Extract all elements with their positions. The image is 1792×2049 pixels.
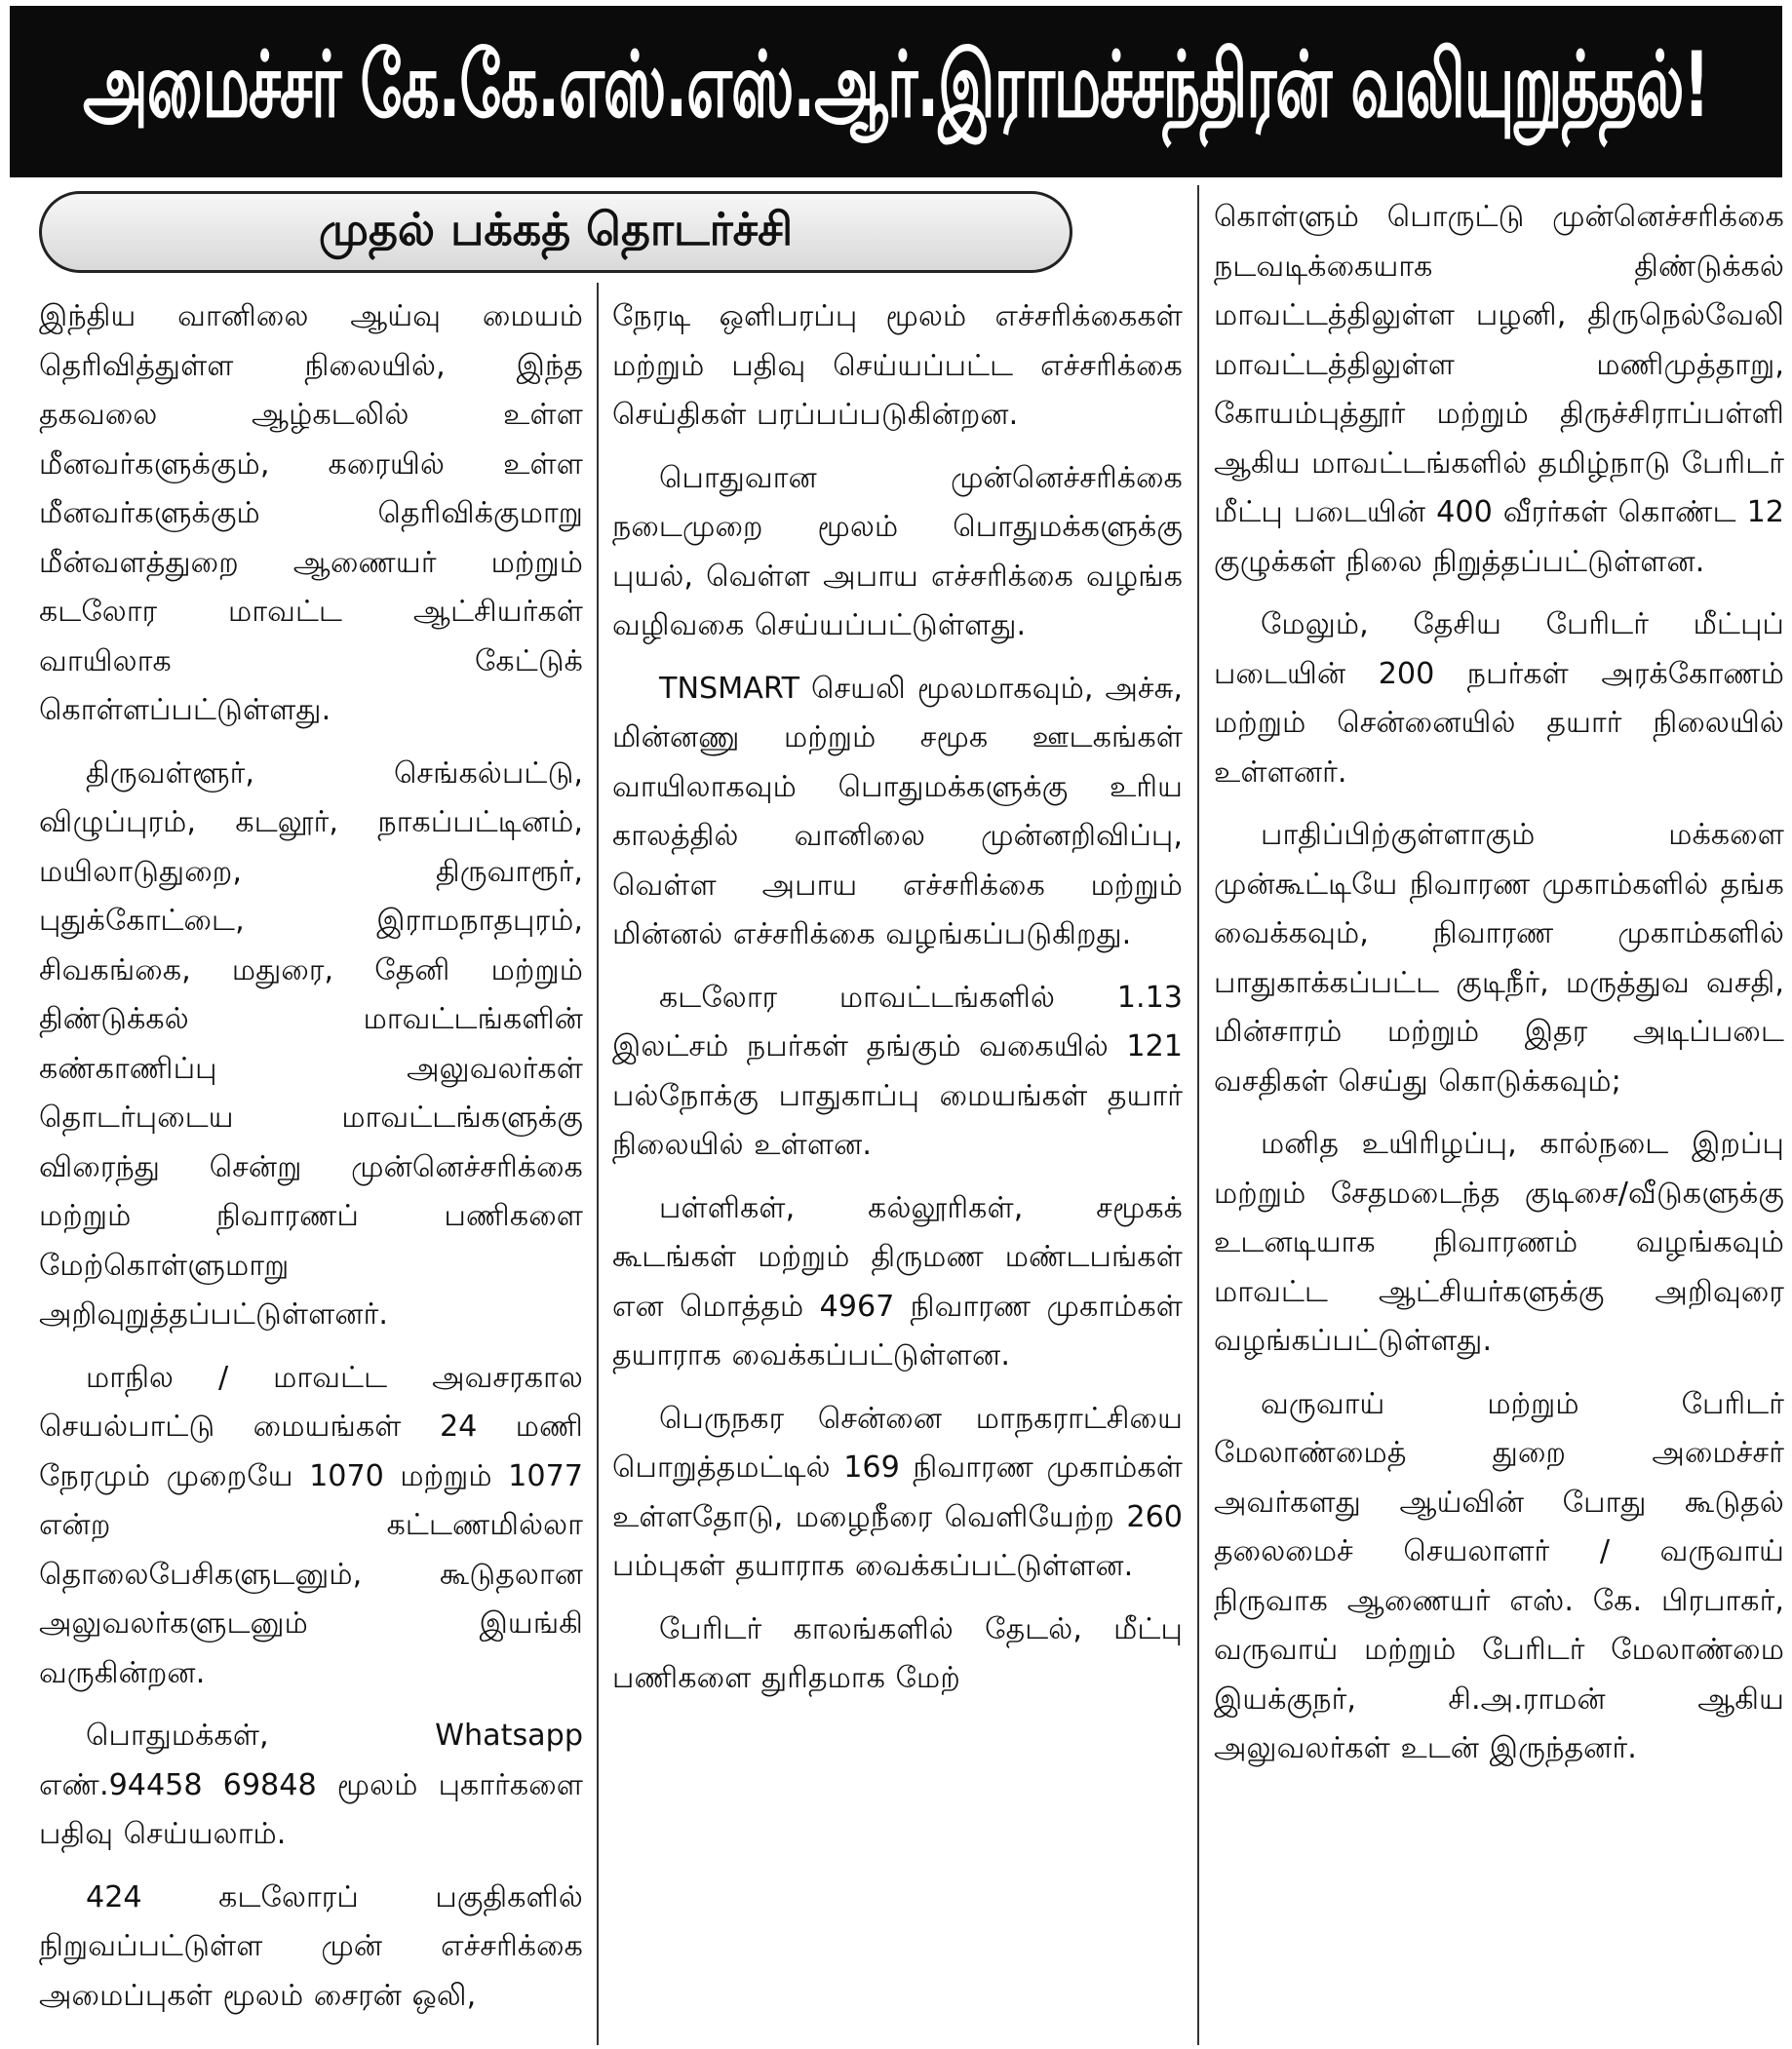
paragraph: பொதுமக்கள், Whatsapp எண்.94458 69848 மூலம் புகார்களை பதிவு செய்யலாம். <box>39 1719 583 1851</box>
paragraph: நேரடி ஒளிபரப்பு மூலம் எச்சரிக்கைகள் மற்றும் பதிவு செய்யப்பட்ட எச்சரிக்கை செய்திகள் பரப்பப்படுகின்றன. <box>612 299 1183 432</box>
paragraph: மாநில / மாவட்ட அவசரகால செயல்பாட்டு மையங்கள் 24 மணி நேரமும் முறையே 1070 மற்றும் 1077 என்ற கட்டணமில்லா தொலைபேசிகளுடனும், கூடுதலான அலுவலர்களுடனும் இயங்கி வருகின்றன. <box>39 1360 583 1690</box>
paragraph: பள்ளிகள், கல்லூரிகள், சமூகக் கூடங்கள் மற்றும் திருமண மண்டபங்கள் என மொத்தம் 4967 நிவாரண முகாம்கள் தயாராக வைக்கப்பட்டுள்ளன. <box>612 1190 1183 1372</box>
headline: அமைச்சர் கே.கே.எஸ்.எஸ்.ஆர்.இராமச்சந்திரன் வலியுறுத்தல்! <box>83 32 1709 139</box>
paragraph: 424 கடலோரப் பகுதிகளில் நிறுவப்பட்டுள்ள முன் எச்சரிக்கை அமைப்புகள் மூலம் சைரன் ஒலி, <box>39 1879 583 2013</box>
paragraph: மனித உயிரிழப்பு, கால்நடை இறப்பு மற்றும் சேதமடைந்த குடிசை/வீடுகளுக்கு உடனடியாக நிவாரணம் வழங்கவும் மாவட்ட ஆட்சியர்களுக்கு அறிவுரை வழங்கப்பட்டுள்ளது. <box>1214 1127 1784 1358</box>
paragraph: மேலும், தேசிய பேரிடர் மீட்புப் படையின் 200 நபர்கள் அரக்கோணம் மற்றும் சென்னையில் தயார் நிலையில் உள்ளனர். <box>1214 607 1784 790</box>
headline-banner <box>10 6 1782 177</box>
continuation-label-box <box>39 191 1072 273</box>
column-divider <box>1197 185 1199 2045</box>
continuation-label: முதல் பக்கத் தொடர்ச்சி <box>318 202 794 255</box>
paragraph: இந்திய வானிலை ஆய்வு மையம் தெரிவித்துள்ள நிலையில், இந்த தகவலை ஆழ்கடலில் உள்ள மீனவர்களுக்கும், கரையில் உள்ள மீனவர்களுக்கும் தெரிவிக்குமாறு மீன்வளத்துறை ஆணையர் மற்றும் கடலோர மாவட்ட ஆட்சியர்கள் வாயிலாக கேட்டுக் கொள்ளப்பட்டுள்ளது. <box>39 299 583 727</box>
paragraph: பேரிடர் காலங்களில் தேடல், மீட்பு பணிகளை துரிதமாக மேற் <box>612 1611 1183 1695</box>
paragraph: பெருநகர சென்னை மாநகராட்சியை பொறுத்தமட்டில் 169 நிவாரண முகாம்கள் உள்ளதோடு, மழைநீரை வெளியேற்ற 260 பம்புகள் தயாராக வைக்கப்பட்டுள்ளன. <box>612 1401 1183 1583</box>
paragraph: பொதுவான முன்னெச்சரிக்கை நடைமுறை மூலம் பொதுமக்களுக்கு புயல், வெள்ள அபாய எச்சரிக்கை வழங்க வழிவகை செய்யப்பட்டுள்ளது. <box>612 460 1183 642</box>
paragraph: பாதிப்பிற்குள்ளாகும் மக்களை முன்கூட்டியே நிவாரண முகாம்களில் தங்க வைக்கவும், நிவாரண முகாம்களில் பாதுகாக்கப்பட்ட குடிநீர், மருத்துவ வசதி, மின்சாரம் மற்றும் இதர அடிப்படை வசதிகள் செய்து கொடுக்கவும்; <box>1214 818 1784 1099</box>
article-column-3 <box>1214 193 1784 1788</box>
paragraph: திருவள்ளூர், செங்கல்பட்டு, விழுப்புரம், கடலூர், நாகப்பட்டினம், மயிலாடுதுறை, திருவாரூர், புதுக்கோட்டை, இராமநாதபுரம், சிவகங்கை, மதுரை, தேனி மற்றும் திண்டுக்கல் மாவட்டங்களின் கண்காணிப்பு அலுவலர்கள் தொடர்புடைய மாவட்டங்களுக்கு விரைந்து சென்று முன்னெச்சரிக்கை மற்றும் நிவாரணப் பணிகளை மேற்கொள்ளுமாறு அறிவுறுத்தப்பட்டுள்ளனர். <box>39 755 583 1332</box>
column-divider <box>597 283 599 2045</box>
article-column-2 <box>612 292 1183 1718</box>
paragraph: வருவாய் மற்றும் பேரிடர் மேலாண்மைத் துறை அமைச்சர் அவர்களது ஆய்வின் போது கூடுதல் தலைமைச் செயலாளர் / வருவாய் நிருவாக ஆணையர் எஸ். கே. பிரபாகர், வருவாய் மற்றும் பேரிடர் மேலாண்மை இயக்குநர், சி.அ.ராமன் ஆகிய அலுவலர்கள் உடன் இருந்தனர். <box>1214 1386 1784 1765</box>
paragraph: கடலோர மாவட்டங்களில் 1.13 இலட்சம் நபர்கள் தங்கும் வகையில் 121 பல்நோக்கு பாதுகாப்பு மையங்கள் தயார் நிலையில் உள்ளன. <box>612 980 1183 1162</box>
paragraph: கொள்ளும் பொருட்டு முன்னெச்சரிக்கை நடவடிக்கையாக திண்டுக்கல் மாவட்டத்திலுள்ள பழனி, திருநெல்வேலி மாவட்டத்திலுள்ள மணிமுத்தாறு, கோயம்புத்தூர் மற்றும் திருச்சிராப்பள்ளி ஆகிய மாவட்டங்களில் தமிழ்நாடு பேரிடர் மீட்பு படையின் 400 வீரர்கள் கொண்ட 12 குழுக்கள் நிலை நிறுத்தப்பட்டுள்ளன. <box>1214 200 1784 579</box>
paragraph: TNSMART செயலி மூலமாகவும், அச்சு, மின்னணு மற்றும் சமூக ஊடகங்கள் வாயிலாகவும் பொதுமக்களுக்கு உரிய காலத்தில் வானிலை முன்னறிவிப்பு, வெள்ள அபாய எச்சரிக்கை மற்றும் மின்னல் எச்சரிக்கை வழங்கப்படுகிறது. <box>612 671 1183 951</box>
article-column-1 <box>39 292 583 2034</box>
